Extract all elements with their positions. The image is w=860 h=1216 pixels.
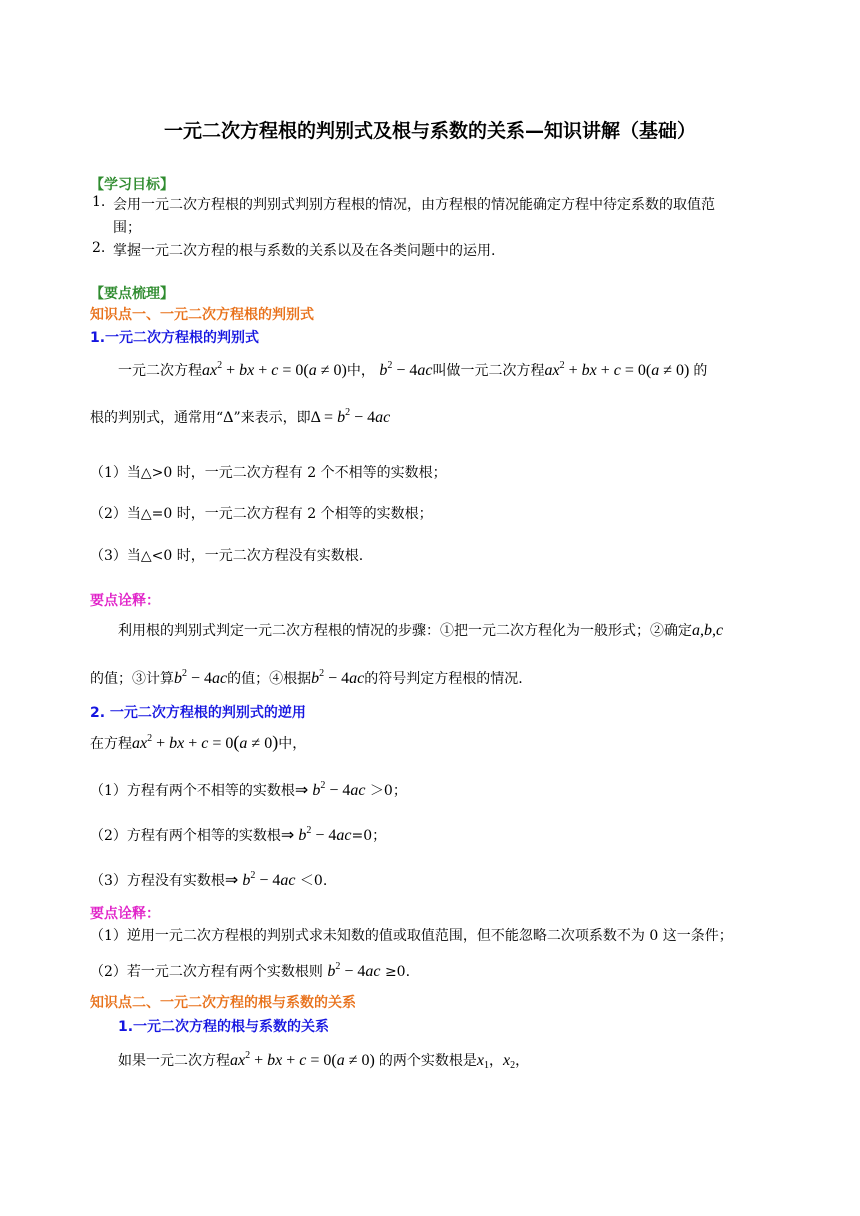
discriminant-definition-line2: 根的判别式，通常用“Δ”来表示，即$\Delta = b^2 - 4ac$ — [90, 407, 391, 426]
objectives-heading: 【学习目标】 — [90, 177, 174, 193]
inverse-case-3: （3）方程没有实数根⇒ $b^2 - 4ac <0$. — [90, 870, 328, 889]
objective-2-text: 掌握一元二次方程的根与系数的关系以及在各类问题中的运用. — [113, 243, 496, 259]
inverse-case-2: （2）方程有两个相等的实数根⇒ $b^2 - 4ac=0$； — [90, 825, 387, 844]
objective-2-number: 2. — [92, 240, 106, 256]
case-3: （3）当△<0 时，一元二次方程没有实数根. — [90, 548, 364, 564]
subsection-1-title: 1.一元二次方程根的判别式 — [90, 330, 260, 346]
note-2-item-2: （2）若一元二次方程有两个实数根则 $b^2 - 4ac \ge 0$. — [90, 961, 411, 980]
objective-1-number: 1. — [92, 194, 106, 210]
discriminant-definition-line1: 一元二次方程$ax^2$ + bx + c = 0(a ≠ 0)中， $b^2 - 4ac$叫做一元二次方程$ax^2$ + bx + c = 0(a ≠ 0) 的 — [118, 360, 708, 379]
knowledge-point-2-title: 知识点二、一元二次方程的根与系数的关系 — [90, 995, 356, 1011]
note-2-item-1: （1）逆用一元二次方程根的判别式求未知数的值或取值范围，但不能忽略二次项系数不为 0 这一条件； — [90, 928, 733, 944]
objective-1-text: 会用一元二次方程根的判别式判别方程根的情况，由方程根的情况能确定方程中待定系数的取值范 — [113, 197, 715, 213]
note-label-1: 要点诠释： — [90, 593, 160, 609]
knowledge-point-1-title: 知识点一、一元二次方程根的判别式 — [90, 307, 314, 323]
note-1-line2: 的值；③计算$b^2 - 4ac$的值；④根据$b^2 - 4ac$的符号判定方程根的情况. — [90, 668, 523, 687]
subsection-2-title: 2. 一元二次方程根的判别式的逆用 — [90, 705, 306, 721]
key-points-heading: 【要点梳理】 — [90, 286, 174, 302]
inverse-case-1: （1）方程有两个不相等的实数根⇒ $b^2 - 4ac >0$； — [90, 780, 407, 799]
case-2: （2）当△=0 时，一元二次方程有 2 个相等的实数根； — [90, 506, 433, 522]
case-1: （1）当△>0 时，一元二次方程有 2 个不相等的实数根； — [90, 465, 447, 481]
objective-1-text-cont: 围； — [113, 220, 141, 236]
inverse-intro: 在方程$ax^2$ + bx + c = 0(a ≠ 0)中， — [90, 732, 307, 752]
page-title: 一元二次方程根的判别式及根与系数的关系—知识讲解（基础） — [163, 120, 696, 142]
note-label-2: 要点诠释： — [90, 906, 160, 922]
subsection-3-title: 1.一元二次方程的根与系数的关系 — [118, 1019, 330, 1035]
note-1-line1: 利用根的判别式判定一元二次方程根的情况的步骤：①把一元二次方程化为一般形式；②确定a,b,c — [118, 622, 724, 639]
roots-coefficients-intro: 如果一元二次方程$ax^2$ + bx + c = 0(a ≠ 0) 的两个实数根是$x_1$，$x_2$， — [118, 1050, 530, 1071]
